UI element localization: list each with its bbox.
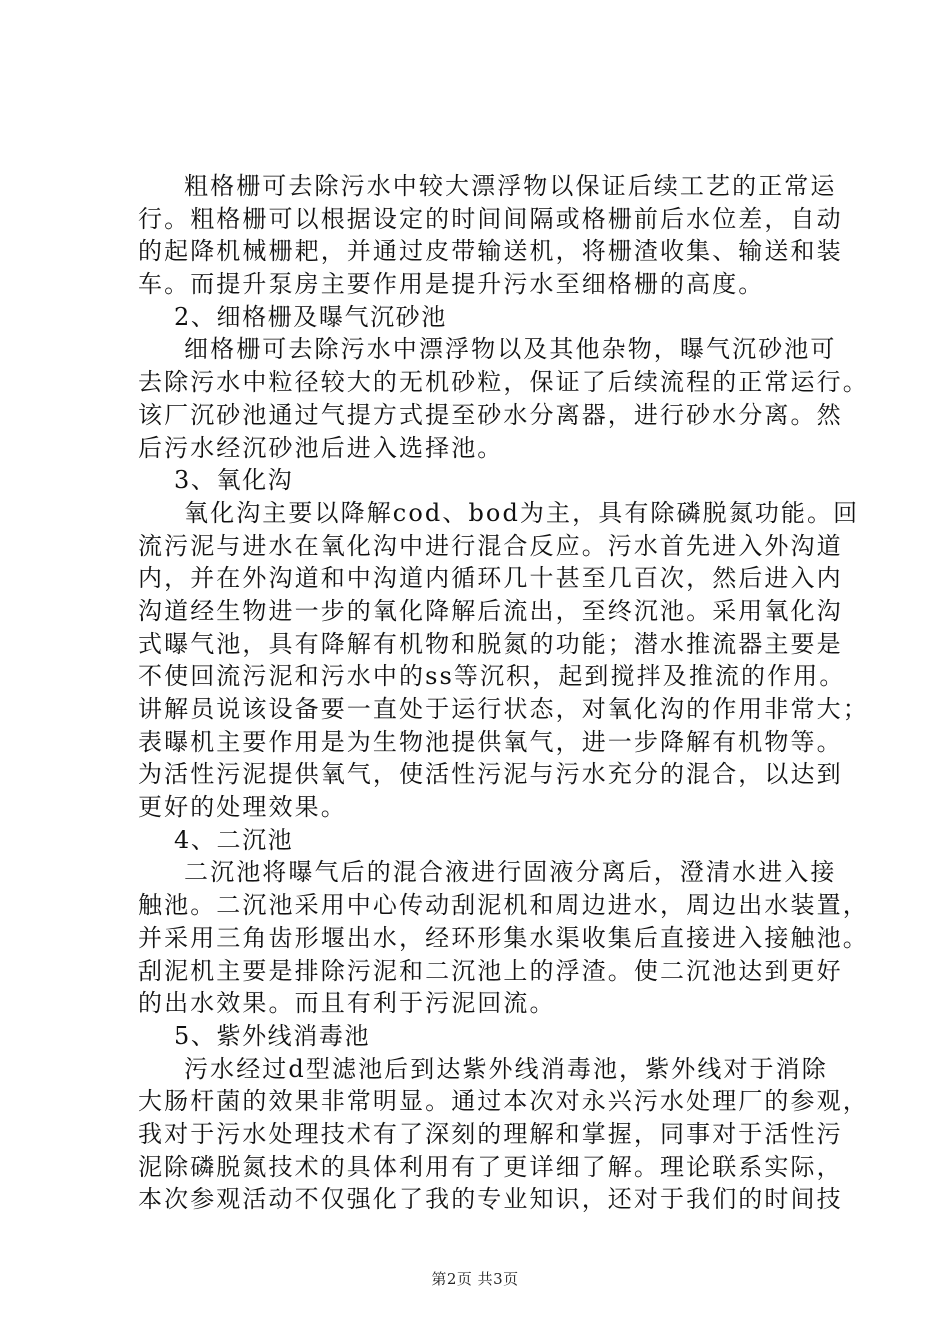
text-line: 不使回流污泥和污水中的ss等沉积，起到搅拌及推流的作用。 bbox=[138, 662, 846, 691]
text-line: 污水经过d型滤池后到达紫外线消毒池，紫外线对于消除 bbox=[184, 1054, 828, 1083]
text-line: 行。粗格栅可以根据设定的时间间隔或格栅前后水位差，自动 bbox=[138, 204, 843, 233]
text-line: 内，并在外沟道和中沟道内循环几十甚至几百次，然后进入内 bbox=[138, 564, 843, 593]
section-heading: 2、细格栅及曝气沉砂池 bbox=[174, 302, 447, 331]
text-line: 刮泥机主要是排除污泥和二沉池上的浮渣。使二沉池达到更好 bbox=[138, 956, 843, 985]
text-line: 触池。二沉池采用中心传动刮泥机和周边进水，周边出水装置， bbox=[138, 891, 869, 920]
text-line: 泥除磷脱氮技术的具体利用有了更详细了解。理论联系实际， bbox=[138, 1152, 843, 1181]
page-footer: 第2页 共3页 bbox=[431, 1270, 519, 1288]
text-line: 后污水经沉砂池后进入选择池。 bbox=[138, 433, 504, 462]
section-heading: 5、紫外线消毒池 bbox=[174, 1021, 371, 1050]
text-line: 该厂沉砂池通过气提方式提至砂水分离器，进行砂水分离。然 bbox=[138, 400, 843, 429]
section-heading: 3、氧化沟 bbox=[174, 466, 294, 495]
text-line: 去除污水中粒径较大的无机砂粒，保证了后续流程的正常运行。 bbox=[138, 368, 869, 397]
text-line: 为活性污泥提供氧气，使活性污泥与污水充分的混合，以达到 bbox=[138, 760, 843, 789]
text-line: 本次参观活动不仅强化了我的专业知识，还对于我们的时间技 bbox=[138, 1185, 843, 1214]
text-line: 的出水效果。而且有利于污泥回流。 bbox=[138, 989, 556, 1018]
text-line: 并采用三角齿形堰出水，经环形集水渠收集后直接进入接触池。 bbox=[138, 923, 869, 952]
text-line: 大肠杆菌的效果非常明显。通过本次对永兴污水处理厂的参观， bbox=[138, 1087, 869, 1116]
text-line: 表曝机主要作用是为生物池提供氧气，进一步降解有机物等。 bbox=[138, 727, 843, 756]
text-line: 式曝气池，具有降解有机物和脱氮的功能；潜水推流器主要是 bbox=[138, 629, 843, 658]
document-body bbox=[138, 170, 869, 1216]
text-line: 更好的处理效果。 bbox=[138, 793, 347, 822]
text-line: 我对于污水处理技术有了深刻的理解和掌握，同事对于活性污 bbox=[138, 1119, 843, 1148]
text-line: 讲解员说该设备要一直处于运行状态，对氧化沟的作用非常大； bbox=[138, 695, 869, 723]
text-line: 车。而提升泵房主要作用是提升污水至细格栅的高度。 bbox=[138, 270, 765, 299]
text-line: 细格栅可去除污水中漂浮物以及其他杂物，曝气沉砂池可 bbox=[184, 335, 837, 364]
text-line: 粗格栅可去除污水中较大漂浮物以保证后续工艺的正常运 bbox=[184, 172, 837, 200]
section-heading: 4、二沉池 bbox=[174, 825, 294, 854]
text-line: 沟道经生物进一步的氧化降解后流出，至终沉池。采用氧化沟 bbox=[138, 596, 843, 625]
text-line: 氧化沟主要以降解cod、bod为主，具有除磷脱氮功能。回 bbox=[184, 498, 860, 527]
text-line: 二沉池将曝气后的混合液进行固液分离后，澄清水进入接 bbox=[184, 858, 837, 887]
text-line: 流污泥与进水在氧化沟中进行混合反应。污水首先进入外沟道 bbox=[138, 531, 843, 560]
text-line: 的起降机械栅耙，并通过皮带输送机，将栅渣收集、输送和装 bbox=[138, 237, 843, 266]
